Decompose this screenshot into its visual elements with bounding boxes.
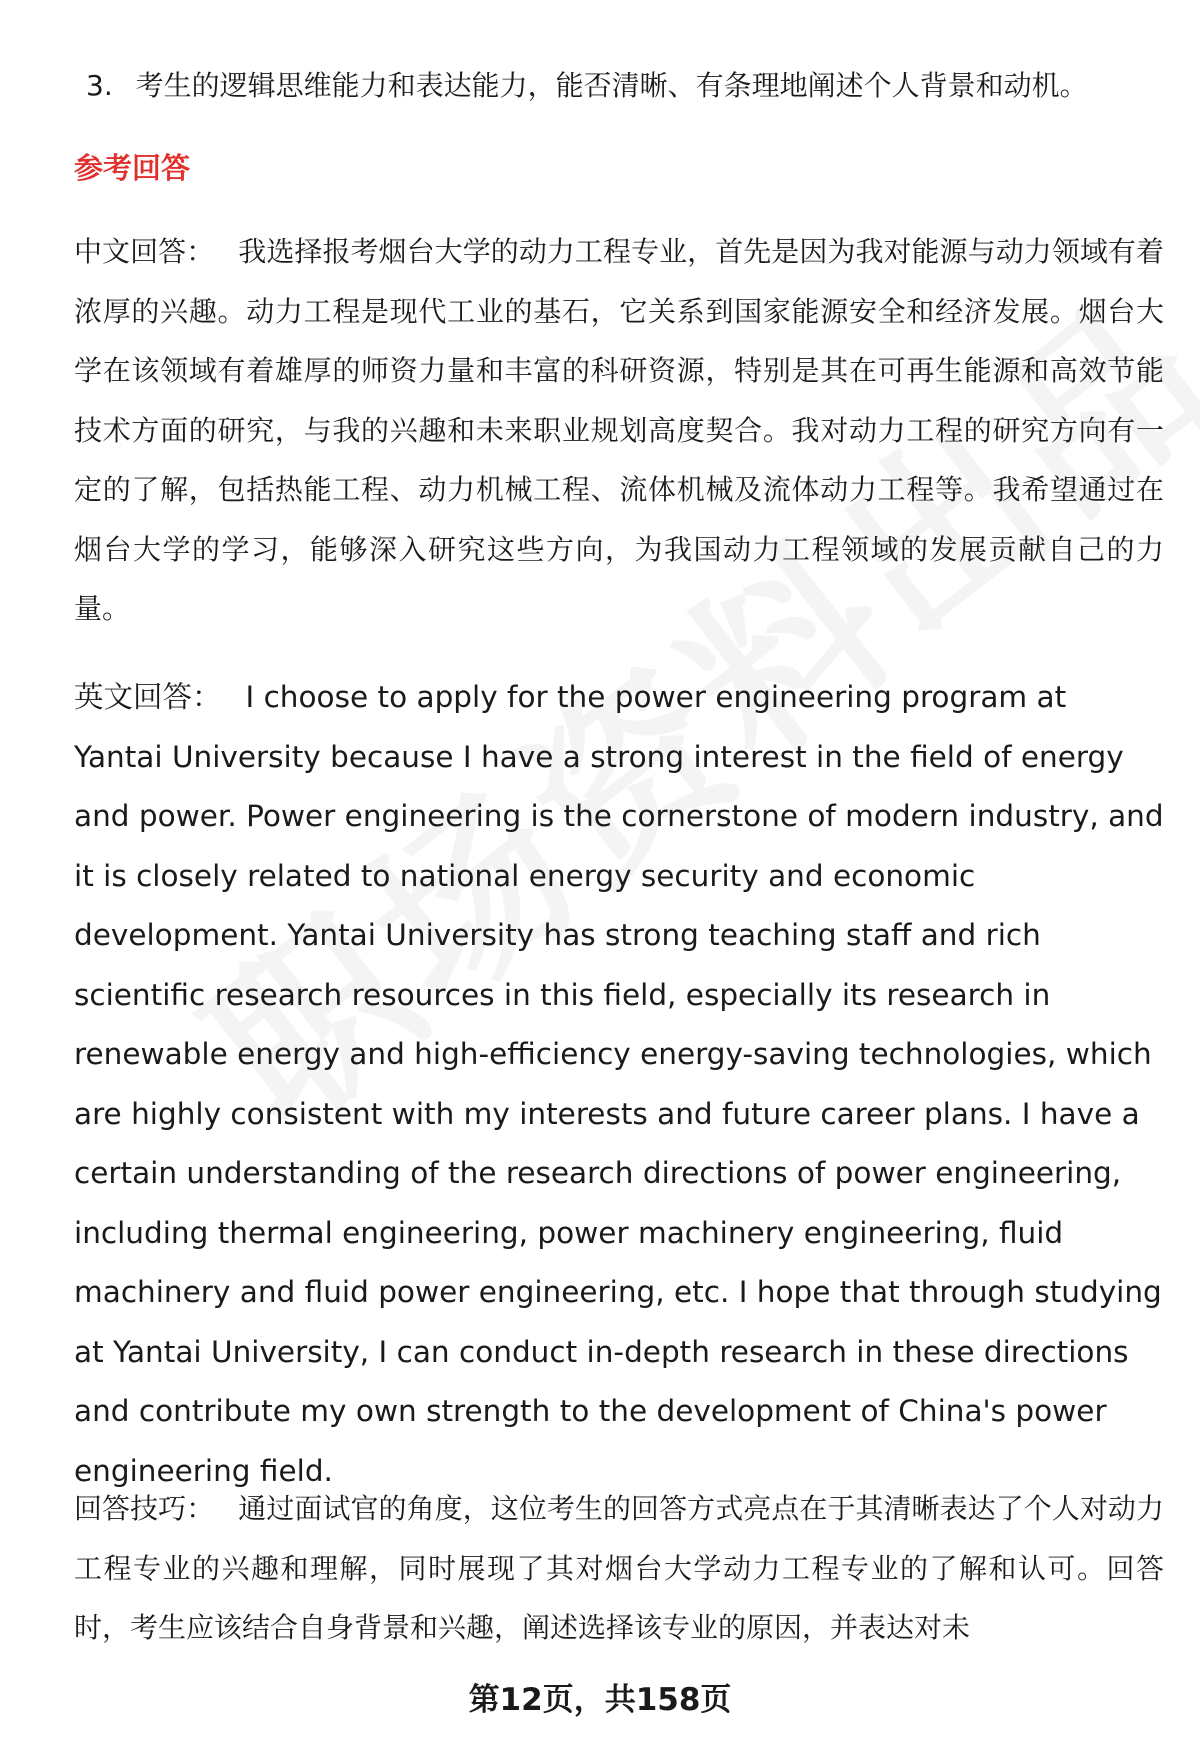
english-answer-paragraph (74, 668, 1164, 1501)
list-item-text: 考生的逻辑思维能力和表达能力，能否清晰、有条理地阐述个人背景和动机。 (135, 69, 1088, 102)
chinese-answer-paragraph (74, 222, 1164, 639)
section-heading: 参考回答 (74, 151, 191, 185)
answer-tips-text: 通过面试官的角度，这位考生的回答方式亮点在于其清晰表达了个人对动力工程专业的兴趣和理解，同时展现了其对烟台大学动力工程专业的了解和认可。回答时，考生应该结合自身背景和兴趣，阐述选择该专业的原因，并表达对未 (74, 1492, 1164, 1644)
english-answer-label: 英文回答： (74, 680, 222, 714)
list-item (86, 66, 1088, 106)
list-item-number: 3. (86, 69, 113, 102)
page-indicator: 第12页，共158页 (468, 1682, 732, 1718)
answer-tips-paragraph (74, 1479, 1164, 1658)
chinese-answer-text: 我选择报考烟台大学的动力工程专业，首先是因为我对能源与动力领域有着浓厚的兴趣。动力工程是现代工业的基石，它关系到国家能源安全和经济发展。烟台大学在该领域有着雄厚的师资力量和丰富的科研资源，特别是其在可再生能源和高效节能技术方面的研究，与我的兴趣和未来职业规划高度契合。我对动力工程的研究方向有一定的了解，包括热能工程、动力机械工程、流体机械及流体动力工程等。我希望通过在烟台大学的学习，能够深入研究这些方向，为我国动力工程领域的发展贡献自己的力量。 (74, 235, 1164, 625)
english-answer-text: I choose to apply for the power engineering program at Yantai University because I have a strong interest in the field of energy and power. Power engineering is the cornerstone of modern industry, and it is closely related to national energy security and economic development. Yantai University has strong teaching staff and rich scientific research resources in this field, especially its research in renewable energy and high-efficiency energy-saving technologies, which are highly consistent with my interests and future career plans. I have a certain understanding of the research directions of power engineering, including thermal engineering, power machinery engineering, fluid machinery and fluid power engineering, etc. I hope that through studying at Yantai University, I can conduct in-depth research in these directions and contribute my own strength to the development of China's power engineering field. (74, 680, 1164, 1488)
chinese-answer-label: 中文回答： (74, 235, 215, 268)
answer-tips-label: 回答技巧： (74, 1492, 215, 1525)
